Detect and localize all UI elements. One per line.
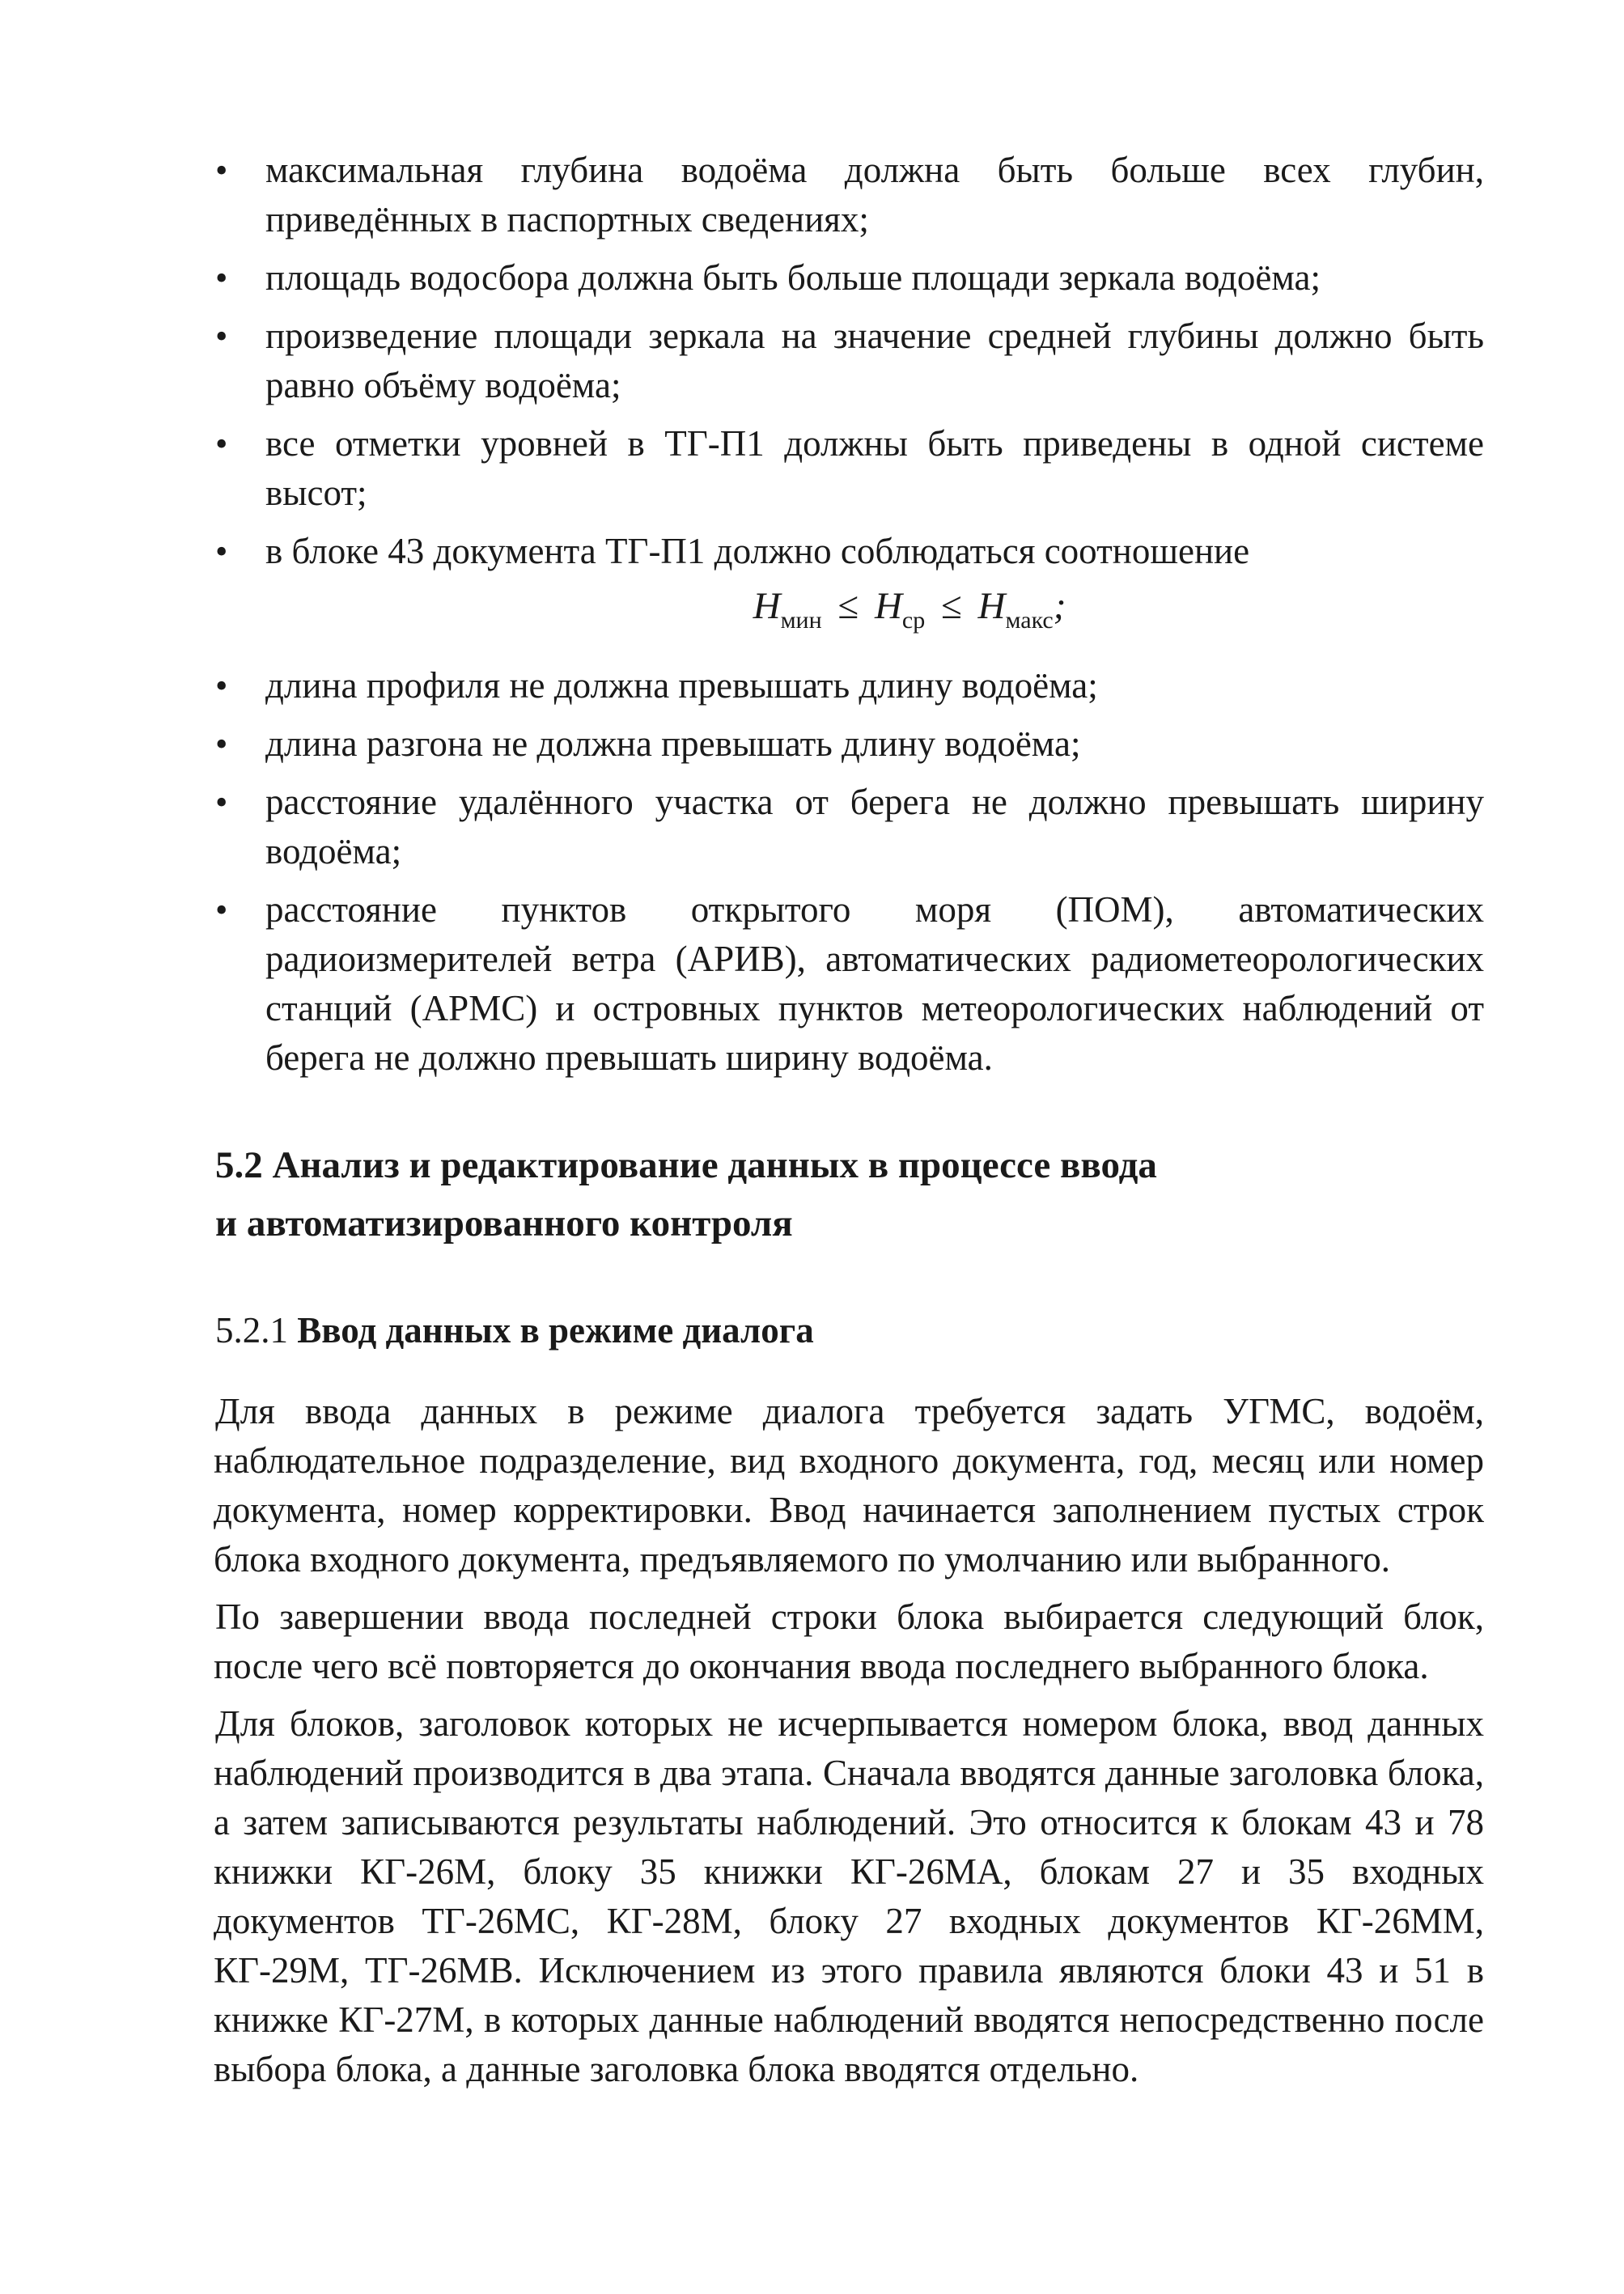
section-title-line1: 5.2 Анализ и редактирование данных в процессе ввода	[215, 1144, 1157, 1186]
formula-sub-min: мин	[780, 607, 822, 634]
section-heading	[214, 1136, 1484, 1253]
subsection-number: 5.2.1	[215, 1310, 288, 1351]
subsection-heading	[214, 1306, 1484, 1355]
paragraph	[214, 1387, 1484, 1584]
list-item: • длина разгона не должна превышать длину водоёма;	[214, 719, 1484, 769]
paragraph-text: По завершении ввода последней строки блока выбирается следующий блок, после чего всё повторяется до окончания ввода последнего выбранного блока.	[214, 1596, 1484, 1686]
paragraph	[214, 1592, 1484, 1691]
formula-h: H	[977, 585, 1006, 627]
formula-end: ;	[1053, 585, 1066, 627]
bullet-list-top	[214, 146, 1484, 576]
formula-depth-relation	[214, 582, 1484, 645]
list-item: • расстояние пунктов открытого моря (ПОМ), автоматических радиоизмерителей ветра (АРИВ), автоматических радиометеорологических станций (АРМС) и островных пунктов метеорологических наблюдений от берега не должно превышать ширину водоёма.	[214, 885, 1484, 1083]
list-item: • расстояние удалённого участка от берега не должно превышать ширину водоёма;	[214, 778, 1484, 876]
text-column	[214, 146, 1484, 2094]
list-item: • длина профиля не должна превышать длину водоёма;	[214, 661, 1484, 710]
section-title-line2: и автоматизированного контроля	[215, 1202, 793, 1245]
list-item: • произведение площади зеркала на значение средней глубины должно быть равно объёму водоёма;	[214, 312, 1484, 410]
paragraph	[214, 1699, 1484, 2094]
list-item: • в блоке 43 документа ТГ-П1 должно соблюдаться соотношение	[214, 527, 1484, 576]
formula-h: H	[753, 585, 781, 627]
paragraph-text: Для ввода данных в режиме диалога требуется задать УГМС, водоём, наблюдательное подразделение, вид входного документа, год, месяц или номер документа, номер корректировки. Ввод начинается заполнением пустых строк блока входного документа, предъявляемого по умолчанию или выбранного.	[214, 1391, 1484, 1580]
bullet-list-bottom	[214, 661, 1484, 1083]
formula-rel: ≤	[837, 585, 859, 627]
list-item: • все отметки уровней в ТГ-П1 должны быть приведены в одной системе высот;	[214, 419, 1484, 518]
subsection-title: Ввод данных в режиме диалога	[297, 1310, 814, 1351]
list-item: • площадь водосбора должна быть больше площади зеркала водоёма;	[214, 253, 1484, 303]
formula-h: H	[874, 585, 902, 627]
formula-sub-max: макс	[1005, 607, 1054, 634]
paragraph-text: Для блоков, заголовок которых не исчерпывается номером блока, ввод данных наблюдений производится в два этапа. Сначала вводятся данные заголовка блока, а затем записываются результаты наблюдений. Это относится к блокам 43 и 78 книжки КГ-26М, блоку 35 книжки КГ-26МА, блокам 27 и 35 входных документов ТГ-26МС, КГ-28М, блоку 27 входных документов КГ-26ММ, КГ-29М, ТГ-26МВ. Исключением из этого правила являются блоки 43 и 51 в книжке КГ-27М, в которых данные наблюдений вводятся непосредственно после выбора блока, а данные заголовка блока вводятся отдельно.	[214, 1703, 1484, 2089]
list-item: • максимальная глубина водоёма должна быть больше всех глубин, приведённых в паспортных сведениях;	[214, 146, 1484, 244]
formula-sub-avg: ср	[901, 607, 926, 634]
formula-rel: ≤	[940, 585, 962, 627]
